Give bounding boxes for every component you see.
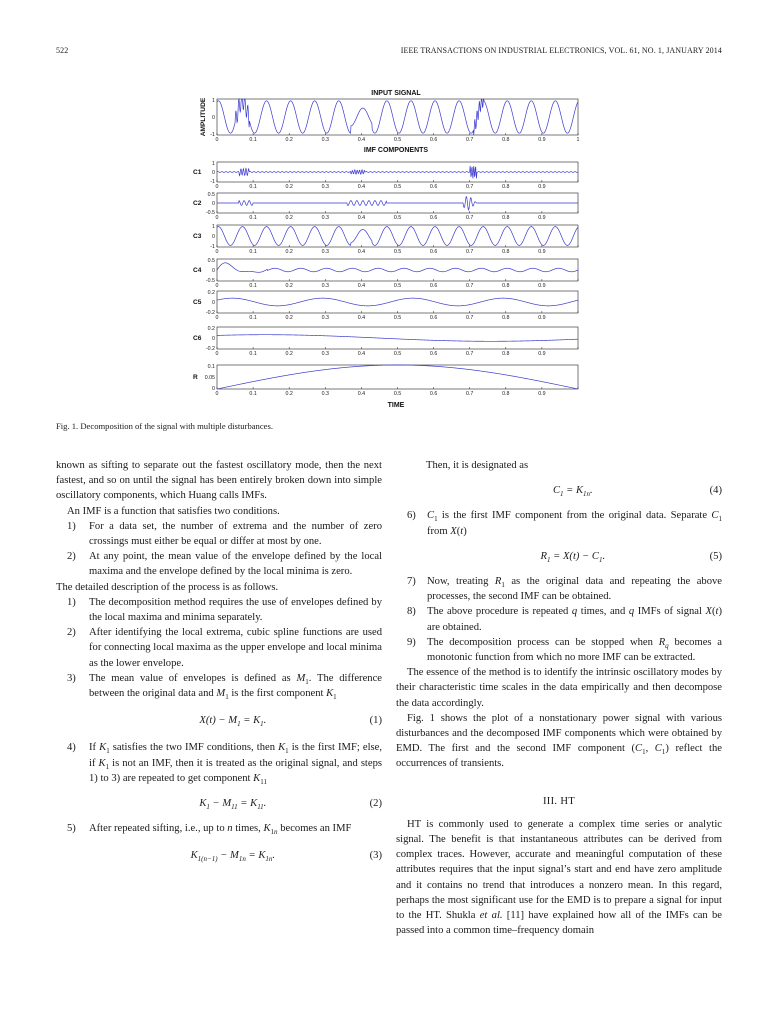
series-line-c1: [217, 166, 578, 178]
list-number: 1): [67, 520, 76, 532]
chart-xlabel: TIME: [387, 402, 405, 409]
x-tick-label: 0.8: [502, 391, 510, 397]
x-tick-label: 0.5: [393, 391, 402, 397]
y-tick-label: 0: [212, 300, 215, 306]
x-tick-label: 0.1: [249, 215, 257, 221]
series-line-c4: [217, 263, 578, 272]
panel-frame: [217, 291, 578, 313]
x-tick-label: 0.8: [502, 137, 510, 143]
list-text: The above procedure is repeated q times, and q IMFs of signal X(t) are obtained.: [427, 606, 723, 633]
list-text: $C_1$ is the first IMF component from the original data. Separate $C_1$ from X(t): [427, 510, 722, 537]
x-tick-label: 0.2: [285, 137, 293, 143]
panel-r: [193, 364, 578, 397]
figure-imf-decomposition: [190, 85, 585, 410]
x-tick-label: 0.9: [538, 315, 546, 321]
y-tick-label: 0: [212, 234, 215, 240]
x-tick-label: 0.5: [393, 184, 402, 190]
x-tick-label: 0.7: [466, 184, 474, 190]
equation-number: (5): [709, 550, 722, 562]
x-tick-label: 0.6: [429, 391, 438, 397]
list-item: [56, 595, 382, 625]
panel-label: R: [193, 374, 198, 381]
x-tick-label: 0.9: [538, 184, 546, 190]
x-tick-label: 0.6: [429, 315, 438, 321]
list-text: Now, treating $R_1$ as the original data and repeating the above processes, the second IMF can be obtained.: [427, 576, 722, 603]
list-item: [396, 574, 722, 604]
series-line-c2: [217, 197, 578, 210]
list-item: [396, 604, 722, 634]
x-tick-label: 0.2: [285, 351, 293, 357]
x-tick-label: 0.6: [429, 215, 438, 221]
y-tick-label: 0.1: [207, 364, 215, 370]
x-tick-label: 0.7: [466, 137, 474, 143]
list-number: 6): [407, 510, 416, 522]
list-item: [56, 549, 382, 579]
x-tick-label: 0.2: [285, 391, 293, 397]
series-line-r: [217, 365, 578, 389]
x-tick-label: 0.9: [538, 283, 546, 289]
x-tick-label: 0.3: [321, 249, 329, 255]
equation-3: $K_{1(n-1)} - M_{1n} = K_{1n}$. (3): [190, 850, 382, 864]
x-tick-label: 0.7: [466, 215, 474, 221]
x-tick-label: 0.4: [357, 215, 366, 221]
list-number: 2): [67, 627, 76, 639]
equation-5: $R_1 = X(t) - C_1$. (5): [540, 550, 722, 564]
list-number: 9): [407, 636, 416, 648]
x-tick-label: 0.9: [538, 391, 546, 397]
panel-frame: [217, 99, 578, 135]
list-item: [56, 740, 382, 786]
y-tick-label: 0.5: [207, 258, 215, 264]
x-tick-label: 0.5: [393, 283, 402, 289]
x-tick-label: 0.3: [321, 283, 329, 289]
list-item: [56, 519, 382, 549]
list-number: 8): [407, 606, 416, 618]
list-text: For a data set, the number of extrema and the number of zero crossings must either be equal or differ at most by one.: [89, 520, 382, 548]
panel-label: C2: [193, 200, 202, 207]
imf-chart: [190, 85, 585, 410]
list-text: At any point, the mean value of the envelope defined by the local maxima and the envelope defined by the local minima is zero.: [89, 551, 382, 578]
x-tick-label: 0.7: [466, 391, 474, 397]
x-tick-label: 0.1: [249, 315, 257, 321]
x-tick-label: 0.1: [249, 351, 257, 357]
series-line-c5: [217, 298, 578, 306]
panel-c1: [193, 161, 578, 190]
y-tick-label: 0: [212, 268, 215, 274]
list-number: 2): [67, 551, 76, 563]
equation-number: (2): [369, 798, 382, 810]
figure-caption: Fig. 1. Decomposition of the signal with multiple disturbances.: [56, 421, 273, 431]
x-tick-label: 0.3: [321, 391, 329, 397]
list-number: 4): [67, 742, 76, 754]
x-tick-label: 0.4: [357, 283, 366, 289]
x-tick-label: 0.6: [429, 137, 438, 143]
page-number: 522: [56, 46, 69, 55]
list-text: If $K_1$ satisfies the two IMF conditions, then $K_1$ is the first IMF; else, if $K_1$ is not an IMF, then it is treated as the original signal, and steps 1) to 3) are repeated to get component $K_{11}$: [89, 742, 383, 786]
equation-number: (3): [369, 850, 382, 862]
x-tick-label: 0.9: [538, 351, 546, 357]
x-tick-label: 0.8: [502, 283, 510, 289]
chart-title-imf: IMF COMPONENTS: [363, 147, 429, 154]
equation-2: $K_1 - M_{11} = K_{11}$. (2): [199, 798, 382, 812]
x-tick-label: 0.8: [502, 315, 510, 321]
x-tick-label: 0.3: [321, 315, 329, 321]
x-tick-label: 0.2: [285, 249, 293, 255]
y-tick-label: -0.2: [205, 310, 215, 316]
x-tick-label: 0.6: [429, 184, 438, 190]
list-item: [396, 508, 722, 538]
equation-1: $X(t) - M_1 = K_1$. (1): [199, 715, 382, 729]
y-tick-label: 0: [212, 386, 215, 392]
x-tick-label: 0: [215, 283, 219, 289]
x-tick-label: 0.4: [357, 391, 366, 397]
x-tick-label: 0.5: [393, 249, 402, 255]
chart-ylabel: AMPLITUDE: [200, 97, 207, 137]
list-text: The mean value of envelopes is defined as $M_1$. The difference between the original data and $M_1$ is the first component $K_1$: [89, 672, 382, 702]
right-column: [396, 458, 722, 938]
x-tick-label: 0: [215, 215, 219, 221]
equation-4: $C_1 = K_{1n}$. (4): [552, 485, 722, 499]
x-tick-label: 0.9: [538, 249, 546, 255]
paragraph: The detailed description of the process is as follows.: [56, 581, 279, 593]
panel-frame: [217, 365, 578, 389]
x-tick-label: 0.1: [249, 184, 257, 190]
left-column: [56, 458, 382, 871]
x-tick-label: 0.2: [285, 315, 293, 321]
list-text: After repeated sifting, i.e., up to n times, $K_{1n}$ becomes an IMF: [89, 823, 352, 837]
y-tick-label: 0: [212, 115, 215, 121]
x-tick-label: 0.5: [393, 315, 402, 321]
panel-label: C3: [193, 233, 202, 240]
panel-c4: [193, 258, 578, 289]
y-tick-label: -0.5: [205, 278, 215, 284]
x-tick-label: 0.3: [321, 215, 329, 221]
list-item: [56, 821, 382, 836]
x-tick-label: 0.1: [249, 249, 257, 255]
list-number: 7): [407, 576, 416, 588]
list-text: The decomposition process can be stopped when $R_q$ becomes a monotonic function from which no more IMF can be extracted.: [427, 636, 722, 664]
x-tick-label: 0.8: [502, 184, 510, 190]
equation-number: (1): [369, 715, 382, 727]
y-tick-label: -1: [210, 244, 215, 250]
list-number: 1): [67, 596, 76, 608]
y-tick-label: -1: [210, 179, 215, 185]
list-text: After identifying the local extrema, cubic spline functions are used for connecting local maxima as the upper envelope and local minima as the lower envelope.: [89, 627, 382, 669]
x-tick-label: 0: [215, 315, 219, 321]
list-item: [56, 671, 382, 701]
paragraph: An IMF is a function that satisfies two conditions.: [67, 505, 280, 517]
x-tick-label: 0: [215, 137, 219, 143]
x-tick-label: 0.9: [538, 215, 546, 221]
y-tick-label: 0.2: [207, 290, 215, 296]
x-tick-label: 0.4: [357, 315, 366, 321]
series-line-c3: [217, 227, 578, 246]
y-tick-label: 0: [212, 201, 215, 207]
x-tick-label: 0.6: [429, 249, 438, 255]
paragraph: Then, it is designated as: [426, 460, 529, 471]
paragraph: Fig. 1 shows the plot of a nonstationary power signal with various disturbances and the decomposed IMF components which were obtained by EMD. The first and the second IMF component ($C_1$, $C_1$) reflect the occurrences of transients.: [396, 712, 722, 770]
panel-c2: [193, 192, 578, 221]
x-tick-label: 0.3: [321, 184, 329, 190]
series-line-c6: [217, 335, 578, 342]
x-tick-label: 0.1: [249, 391, 257, 397]
x-tick-label: 0.9: [538, 137, 546, 143]
list-item: [396, 635, 722, 665]
y-tick-label: 0.5: [207, 192, 215, 198]
x-tick-label: 0.5: [393, 351, 402, 357]
x-tick-label: 0: [215, 249, 219, 255]
paragraph: HT is commonly used to generate a complex time series or analytic signal. The benefit is that instantaneous attributes can be derived from complex traces. However, accurate and meaningful computation of these attributes requires that the input signal’s start and end have zero amplitude and it contains no trend that introduces a nonzero mean. In this regard, perhaps the most significant use for the EMD is to prepare a signal for input to the HT. Shukla et al. [11] have explained how all of the IMFs can be passed into a common time–frequency domain: [396, 818, 723, 937]
x-tick-label: 0.5: [393, 137, 402, 143]
x-tick-label: 0.7: [466, 249, 474, 255]
x-tick-label: 0.5: [393, 215, 402, 221]
y-tick-label: 0: [212, 336, 215, 342]
paragraph: known as sifting to separate out the fastest oscillatory mode, then the next fastest, and so on until the signal has been entirely broken down into simple oscillatory components, which Huang calls IMFs.: [56, 460, 382, 502]
x-tick-label: 0.8: [502, 215, 510, 221]
list-text: The decomposition method requires the use of envelopes defined by the local maxima and minima separately.: [89, 596, 382, 624]
y-tick-label: 1: [212, 224, 215, 230]
list-number: 5): [67, 823, 76, 835]
chart-title-input: INPUT SIGNAL: [371, 90, 421, 97]
y-tick-label: 0.2: [207, 326, 215, 332]
paragraph: The essence of the method is to identify the intrinsic oscillatory modes by their characteristic time scales in the data empirically and then decompose the data accordingly.: [396, 667, 722, 709]
x-tick-label: 0.1: [249, 137, 257, 143]
y-tick-label: -0.5: [205, 210, 215, 216]
panel-input: [210, 98, 579, 143]
x-tick-label: 0.4: [357, 249, 366, 255]
panel-c6: [193, 326, 578, 357]
x-tick-label: 0.8: [502, 249, 510, 255]
panel-label: C1: [193, 169, 202, 176]
panel-label: C4: [193, 267, 202, 274]
list-number: 3): [67, 672, 76, 684]
y-tick-label: 1: [212, 161, 215, 167]
x-tick-label: 0.3: [321, 351, 329, 357]
x-tick-label: 0.6: [429, 283, 438, 289]
y-tick-label: 0: [212, 170, 215, 176]
equation-number: (4): [709, 485, 722, 497]
x-tick-label: 0: [215, 351, 219, 357]
series-line-input: [217, 99, 578, 135]
x-tick-label: 1: [576, 137, 580, 143]
x-tick-label: 0.4: [357, 351, 366, 357]
x-tick-label: 0.2: [285, 283, 293, 289]
x-tick-label: 0: [215, 391, 219, 397]
y-tick-label: -0.2: [205, 346, 215, 352]
list-item: [56, 625, 382, 671]
panel-label: C6: [193, 335, 202, 342]
x-tick-label: 0.1: [249, 283, 257, 289]
x-tick-label: 0.4: [357, 184, 366, 190]
panel-frame: [217, 327, 578, 349]
x-tick-label: 0.2: [285, 184, 293, 190]
x-tick-label: 0.7: [466, 351, 474, 357]
panel-label: C5: [193, 299, 202, 306]
panel-frame: [217, 225, 578, 247]
section-heading: III. HT: [542, 795, 576, 807]
panel-c3: [193, 224, 578, 255]
x-tick-label: 0.8: [502, 351, 510, 357]
y-tick-label: 0.05: [204, 375, 215, 381]
x-tick-label: 0.3: [321, 137, 329, 143]
x-tick-label: 0: [215, 184, 219, 190]
panel-c5: [193, 290, 578, 321]
y-tick-label: 1: [212, 98, 215, 104]
x-tick-label: 0.2: [285, 215, 293, 221]
x-tick-label: 0.4: [357, 137, 366, 143]
journal-header: IEEE TRANSACTIONS ON INDUSTRIAL ELECTRONICS, VOL. 61, NO. 1, JANUARY 2014: [400, 46, 722, 55]
x-tick-label: 0.7: [466, 315, 474, 321]
x-tick-label: 0.6: [429, 351, 438, 357]
x-tick-label: 0.7: [466, 283, 474, 289]
y-tick-label: -1: [210, 132, 215, 138]
